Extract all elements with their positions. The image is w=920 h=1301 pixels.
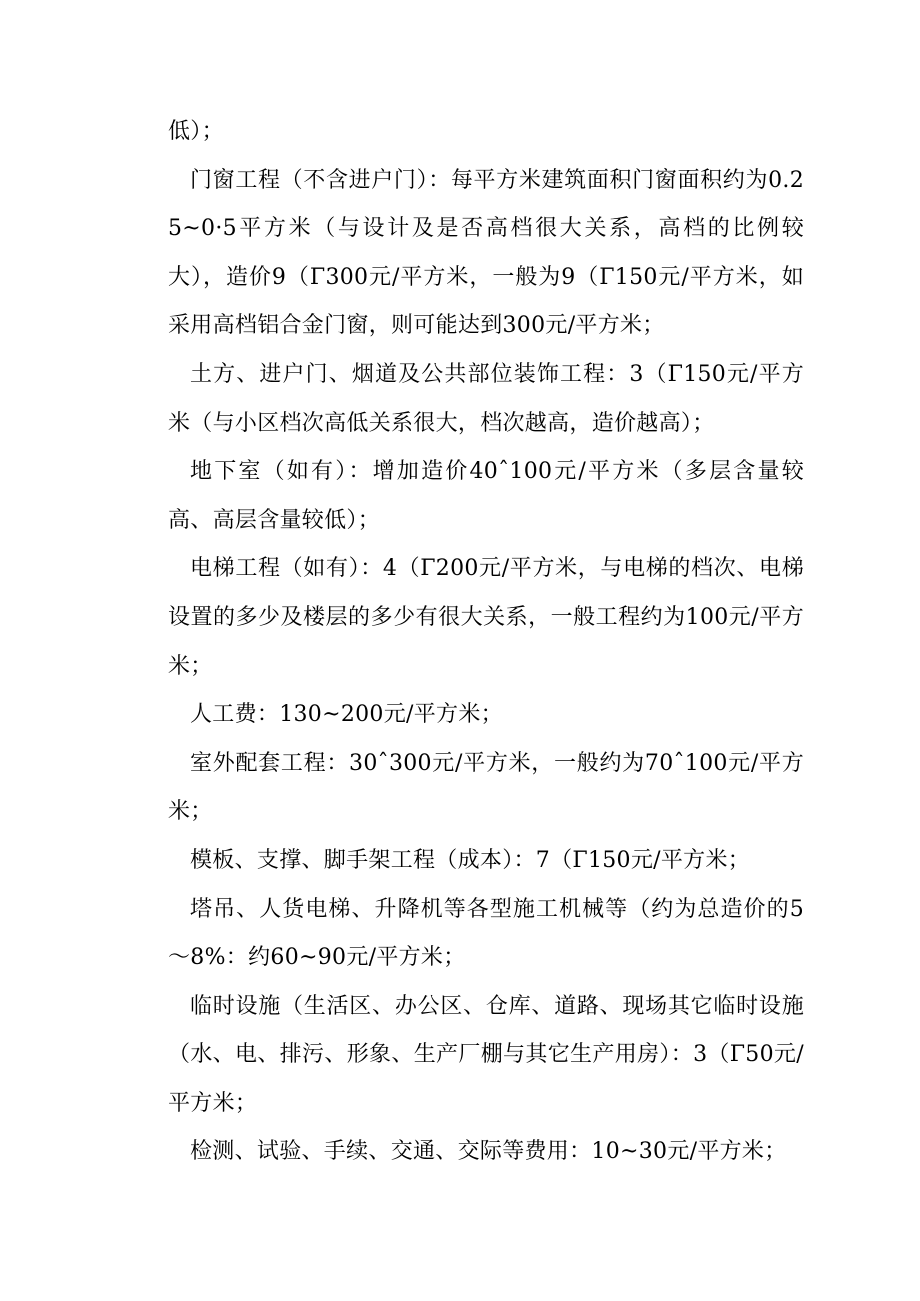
paragraph-doors-windows: 门窗工程（不含进户门）：每平方米建筑面积门窗面积约为0.25~0·5平方米（与设计及是否高档很大关系，高档的比例较大），造价9（Γ300元/平方米，一般为9（Γ150元/平方米，如采用高档铝合金门窗，则可能达到300元/平方米； xyxy=(168,167,804,339)
paragraph-elevator: 电梯工程（如有）：4（Γ200元/平方米，与电梯的档次、电梯设置的多少及楼层的多少有很大关系，一般工程约为100元/平方米； xyxy=(168,556,804,679)
paragraph-labor-cost: 人工费：130~200元/平方米； xyxy=(190,702,503,728)
document-body xyxy=(168,108,804,1177)
paragraph-testing-fees: 检测、试验、手续、交通、交际等费用：10~30元/平方米； xyxy=(190,1139,787,1165)
paragraph-continuation: 低）； xyxy=(168,119,224,144)
paragraph-temporary-facilities: 临时设施（生活区、办公区、仓库、道路、现场其它临时设施（水、电、排污、形象、生产厂棚与其它生产用房）：3（Γ50元/平方米； xyxy=(168,993,804,1116)
paragraph-outdoor-works: 室外配套工程：30ˆ300元/平方米，一般约为70ˆ100元/平方米； xyxy=(168,750,804,825)
paragraph-machinery: 塔吊、人货电梯、升降机等各型施工机械等（约为总造价的5～8%：约60~90元/平方米； xyxy=(168,896,804,971)
paragraph-basement: 地下室（如有）：增加造价40ˆ100元/平方米（多层含量较高、高层含量较低）； xyxy=(168,459,804,533)
paragraph-earthwork-decoration: 土方、进户门、烟道及公共部位装饰工程：3（Γ150元/平方米（与小区档次高低关系很大，档次越高，造价越高）； xyxy=(168,361,804,436)
paragraph-formwork-scaffolding: 模板、支撑、脚手架工程（成本）：7（Γ150元/平方米； xyxy=(190,847,751,873)
